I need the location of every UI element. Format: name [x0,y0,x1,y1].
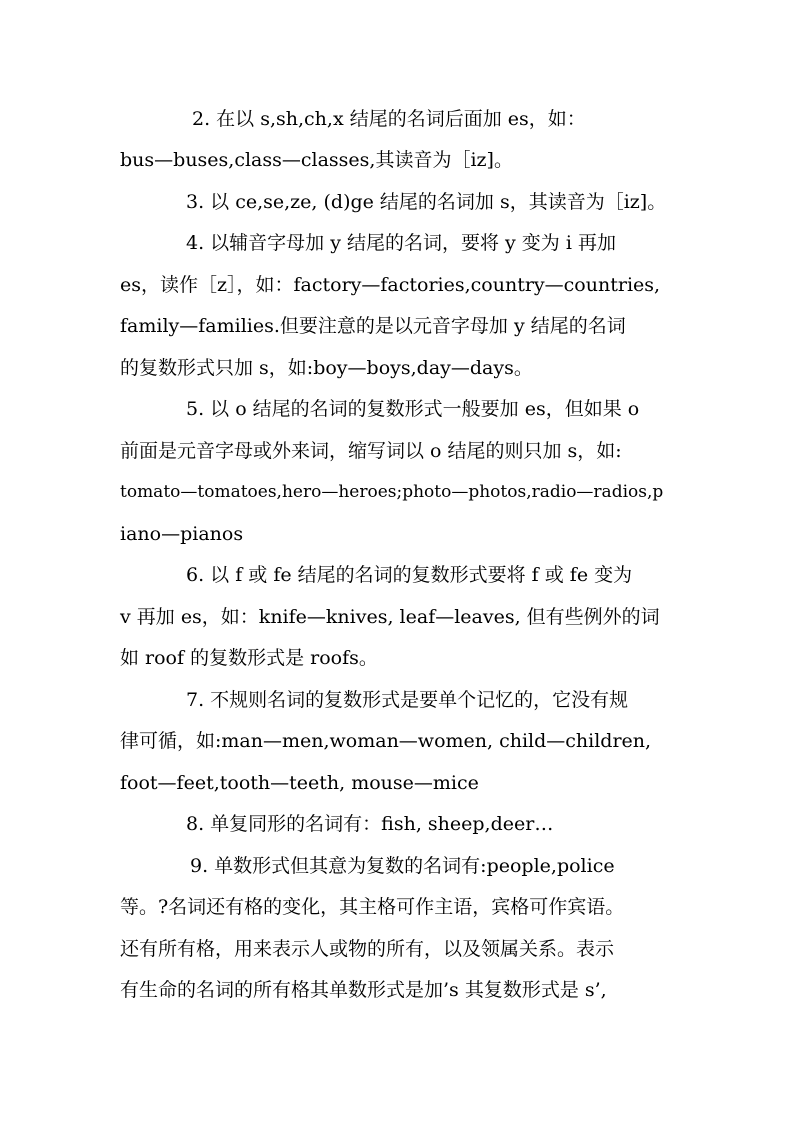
text-line: iano—pianos [120,523,244,545]
text-line: 2. 在以 s,sh,ch,x 结尾的名词后面加 es，如： [192,108,586,130]
text-line: 有生命的名词的所有格其单数形式是加’s 其复数形式是 s’, [120,979,607,1001]
text-line: es，读作［z］，如：factory—factories,country—countries, [120,274,661,296]
text-line: 6. 以 f 或 fe 结尾的名词的复数形式要将 f 或 fe 变为 [186,564,633,586]
text-line: 8. 单复同形的名词有：fish, sheep,deer… [186,813,554,835]
text-line: 5. 以 o 结尾的名词的复数形式一般要加 es，但如果 o [186,398,640,420]
text-line: 7. 不规则名词的复数形式是要单个记忆的，它没有规 [186,689,629,711]
text-line: 9. 单数形式但其意为复数的名词有:people,police [190,855,615,877]
text-line: foot—feet,tooth—teeth, mouse—mice [120,772,479,794]
text-line: v 再加 es，如：knife—knives, leaf—leaves, 但有些例外的词 [120,606,660,628]
text-line: family—families.但要注意的是以元音字母加 y 结尾的名词 [120,315,626,337]
text-line: 等。?名词还有格的变化，其主格可作主语，宾格可作宾语。 [120,896,625,918]
text-line: 的复数形式只加 s，如:boy—boys,day—days。 [120,357,533,379]
text-line: 前面是元音字母或外来词，缩写词以 o 结尾的则只加 s，如: [120,440,622,462]
text-line: 律可循，如:man—men,woman—women, child—children, [120,730,652,752]
text-line: bus—buses,class—classes,其读音为［iz]。 [120,149,513,171]
text-line: 4. 以辅音字母加 y 结尾的名词，要将 y 变为 i 再加 [186,232,616,254]
text-line: 如 roof 的复数形式是 roofs。 [120,647,378,669]
text-line: 还有所有格，用来表示人或物的所有，以及领属关系。表示 [120,938,615,960]
text-line: tomato—tomatoes,hero—heroes;photo—photos,radio—radios,p [120,482,664,502]
text-line: 3. 以 ce,se,ze, (d)ge 结尾的名词加 s，其读音为［iz]。 [186,191,667,213]
